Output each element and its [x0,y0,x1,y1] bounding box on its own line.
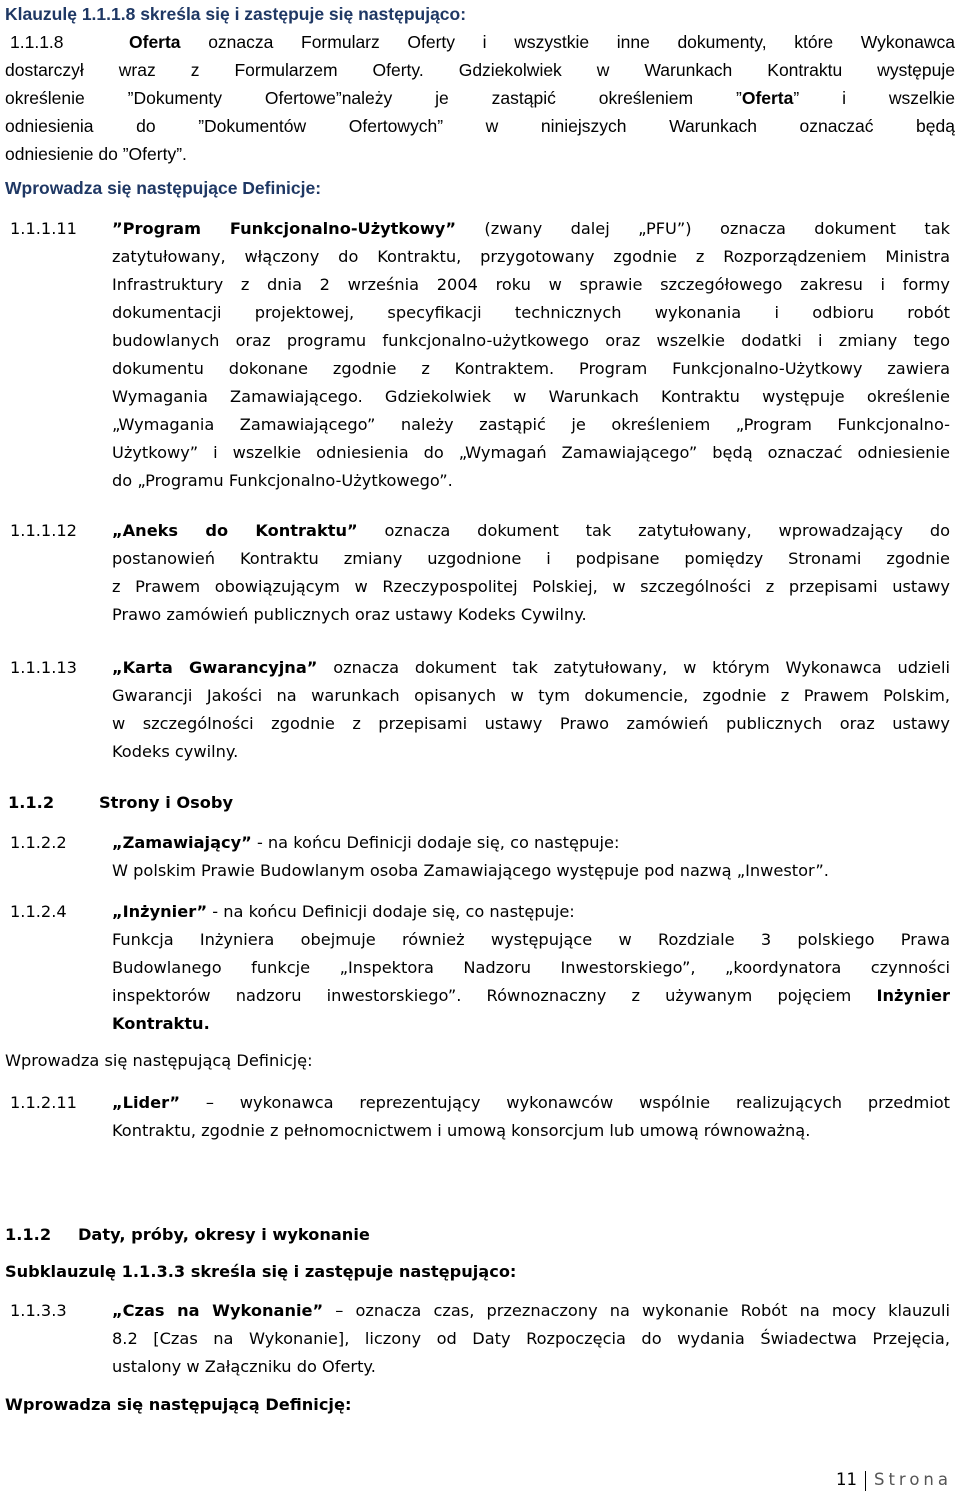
def-line: „Czas na Wykonanie” – oznacza czas, przeznaczony na wykonanie Robót na mocy klauzuli [112,1301,950,1320]
def-line: inspektorów nadzoru inwestorskiego”. Równoznaczny z używanym pojęciem Inżynier [112,986,950,1005]
def-number: 1.1.3.3 [10,1301,67,1320]
def-line: „Wymagania Zamawiającego” należy zastąpić je określeniem „Program Funkcjonalno- [112,415,950,434]
def-line: dokumentacji projektowej, specyfikacji technicznych wykonania i odbioru robót [112,303,950,322]
def-line: w szczególności zgodnie z przepisami ustawy Prawo zamówień publicznych oraz ustawy [112,714,950,733]
def-line: dokumentu dokonane zgodnie z Kontraktem. Program Funkcjonalno-Użytkowy zawiera [112,359,950,378]
def-number: 1.1.2.11 [10,1093,77,1112]
defs-heading-1: Wprowadza się następujące Definicje: [5,178,322,198]
definition-1-1-1-8 [5,28,955,168]
def-number: 1.1.2.4 [10,902,67,921]
def-line: „Inżynier” - na końcu Definicji dodaje się, co następuje: [112,902,575,921]
def-line: postanowień Kontraktu zmiany uzgodnione i podpisane pomiędzy Stronami zgodnie [112,549,950,568]
def-line: „Aneks do Kontraktu” oznacza dokument tak zatytułowany, wprowadzający do [112,521,950,540]
definition-1-1-2-4 [5,898,955,1038]
def-line: Budowlanego funkcje „Inspektora Nadzoru Inwestorskiego”, „koordynatora czynności [112,958,950,977]
section-number: 1.1.2 [8,793,55,812]
def-number: 1.1.1.13 [10,658,77,677]
def-line: Użytkowy” i wszelkie odniesienia do „Wymagań Zamawiającego” będą oznaczać odniesienie [112,443,950,462]
definition-1-1-2-11 [5,1089,955,1145]
def-line: ustalony w Załączniku do Oferty. [112,1357,376,1376]
def-line: do „Programu Funkcjonalno-Użytkowego”. [112,471,453,490]
definition-1-1-1-11 [5,215,955,495]
section-title: Strony i Osoby [99,793,234,812]
def-line: określenie ”Dokumenty Ofertowe”należy je zastąpić określeniem ”Oferta” i wszelkie [5,88,955,108]
defs-heading-2: Wprowadza się następującą Definicję: [5,1051,313,1070]
def-line: „Lider” – wykonawca reprezentujący wykonawców wspólnie realizujących przedmiot [112,1093,950,1112]
def-number: 1.1.1.12 [10,521,77,540]
def-line: Oferta oznacza Formularz Oferty i wszystkie inne dokumenty, które Wykonawca [129,32,955,52]
def-number: 1.1.1.11 [10,219,77,238]
def-line: Prawo zamówień publicznych oraz ustawy Kodeks Cywilny. [112,605,587,624]
footer-separator [865,1471,866,1491]
section-number: 1.1.2 [5,1225,52,1244]
def-line: Kodeks cywilny. [112,742,239,761]
def-line: Infrastruktury z dnia 2 września 2004 roku w sprawie szczegółowego zakresu i formy [112,275,950,294]
def-line: „Zamawiający” - na końcu Definicji dodaje się, co następuje: [112,833,620,852]
def-line: „Karta Gwarancyjna” oznacza dokument tak zatytułowany, w którym Wykonawca udzieli [112,658,950,677]
def-line: Wymagania Zamawiającego. Gdziekolwiek w Warunkach Kontraktu występuje określenie [112,387,950,406]
def-line: budowlanych oraz programu funkcjonalno-użytkowego oraz wszelkie dodatki i zmiany tego [112,331,950,350]
heading-text: Klauzulę 1.1.1.8 skreśla się i zastępuje się następująco: [5,4,467,24]
definition-1-1-2-2 [5,829,955,885]
section-title: Daty, próby, okresy i wykonanie [78,1225,370,1244]
def-line: 8.2 [Czas na Wykonanie], liczony od Daty Rozpoczęcia do wydania Świadectwa Przejęcia, [112,1329,950,1348]
page-footer [836,1466,952,1494]
def-line: odniesienia do ”Dokumentów Ofertowych” w niniejszych Warunkach oznaczać będą [5,116,955,136]
definition-1-1-3-3 [5,1297,955,1381]
def-line: W polskim Prawie Budowlanym osoba Zamawiającego występuje pod nazwą „Inwestor”. [112,861,829,880]
page-word: Strona [873,1470,952,1489]
def-line: Gwarancji Jakości na warunkach opisanych w tym dokumencie, zgodnie z Prawem Polskim, [112,686,950,705]
definition-1-1-1-12 [5,517,955,629]
def-line: z Prawem obowiązującym w Rzeczypospolitej Polskiej, w szczególności z przepisami ustawy [112,577,950,596]
subclause-heading: Subklauzulę 1.1.3.3 skreśla się i zastępuje następująco: [5,1262,517,1281]
def-number: 1.1.1.8 [10,32,64,52]
clause-heading-1-1-1-8 [5,0,955,28]
def-line: zatytułowany, włączony do Kontraktu, przygotowany zgodnie z Rozporządzeniem Ministra [112,247,950,266]
section-1-1-2 [5,789,955,817]
def-line: ”Program Funkcjonalno-Użytkowy” (zwany dalej „PFU”) oznacza dokument tak [112,219,950,238]
def-line: dostarczył wraz z Formularzem Oferty. Gdziekolwiek w Warunkach Kontraktu występuje [5,60,955,80]
def-line: Kontraktu, zgodnie z pełnomocnictwem i umową konsorcjum lub umową równoważną. [112,1121,811,1140]
def-number: 1.1.2.2 [10,833,67,852]
section-1-1-2-dates [5,1221,955,1249]
definition-1-1-1-13 [5,654,955,766]
def-line: Funkcja Inżyniera obejmuje również występujące w Rozdziale 3 polskiego Prawa [112,930,950,949]
def-line: Kontraktu. [112,1014,210,1033]
defs-heading-3: Wprowadza się następującą Definicję: [5,1395,352,1414]
def-line: odniesienie do ”Oferty”. [5,144,187,164]
page-number: 11 [835,1470,857,1489]
